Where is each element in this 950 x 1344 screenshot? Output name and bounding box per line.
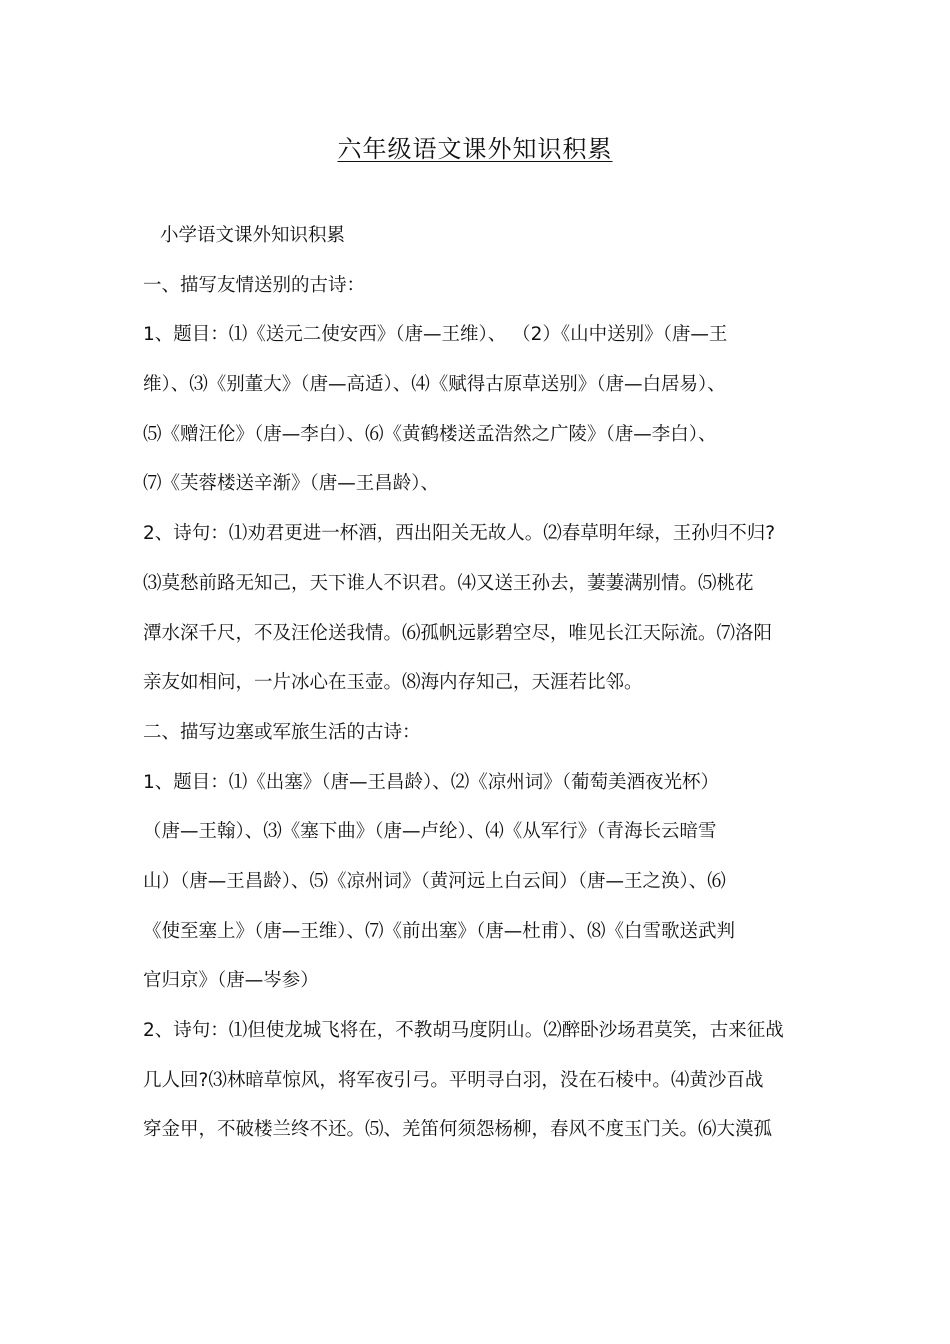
text-line: 2、诗句：⑴劝君更进一杯酒，西出阳关无故人。⑵春草明年绿，王孙归不归? xyxy=(143,523,776,545)
text-line: 穿金甲，不破楼兰终不还。⑸、羌笛何须怨杨柳，春风不度玉门关。⑹大漠孤 xyxy=(143,1119,773,1141)
page-title-text: 六年级语文课外知识积累 xyxy=(337,135,613,163)
section-heading-frontier: 二、描写边塞或军旅生活的古诗： xyxy=(143,721,421,743)
document-body xyxy=(143,211,813,1155)
section-subtitle: 小学语文课外知识积累 xyxy=(160,225,346,246)
text-line: ⑺《芙蓉楼送辛渐》（唐—王昌龄）、 xyxy=(143,473,440,495)
text-line: 亲友如相问，一片冰心在玉壶。⑻海内存知己，天涯若比邻。 xyxy=(143,672,643,694)
text-line: ⑶莫愁前路无知己，天下谁人不识君。⑷又送王孙去，萋萋满别情。⑸桃花 xyxy=(143,572,754,594)
text-line: 1、题目：⑴《出塞》（唐—王昌龄）、⑵《凉州词》（葡萄美酒夜光杯） xyxy=(143,771,720,793)
text-line: 官归京》（唐—岑参） xyxy=(143,970,319,992)
page-title xyxy=(0,132,950,166)
text-line: 山）（唐—王昌龄）、⑸《凉州词》（黄河远上白云间）（唐—王之涣）、⑹ xyxy=(143,870,726,892)
text-line: 维）、⑶《别董大》（唐—高适）、⑷《赋得古原草送别》（唐—白居易）、 xyxy=(143,374,726,396)
text-line: 几人回?⑶林暗草惊风，将军夜引弓。平明寻白羽，没在石棱中。⑷黄沙百战 xyxy=(143,1069,764,1091)
section-heading-friendship: 一、描写友情送别的古诗： xyxy=(143,274,366,296)
text-line: （唐—王翰）、⑶《塞下曲》（唐—卢纶）、⑷《从军行》（青海长云暗雪 xyxy=(143,821,717,843)
text-line: 潭水深千尺，不及汪伦送我情。⑹孤帆远影碧空尽，唯见长江天际流。⑺洛阳 xyxy=(143,622,773,644)
text-line: 2、诗句：⑴但使龙城飞将在，不教胡马度阴山。⑵醉卧沙场君莫笑，古来征战 xyxy=(143,1020,784,1041)
text-line: 《使至塞上》（唐—王维）、⑺《前出塞》（唐—杜甫）、⑻《白雪歌送武判 xyxy=(143,920,736,942)
text-line: 1、题目：⑴《送元二使安西》（唐—王维）、 （2）《山中送别》（唐—王 xyxy=(143,324,728,346)
text-line: ⑸《赠汪伦》（唐—李白）、⑹《黄鹤楼送孟浩然之广陵》（唐—李白）、 xyxy=(143,423,717,445)
